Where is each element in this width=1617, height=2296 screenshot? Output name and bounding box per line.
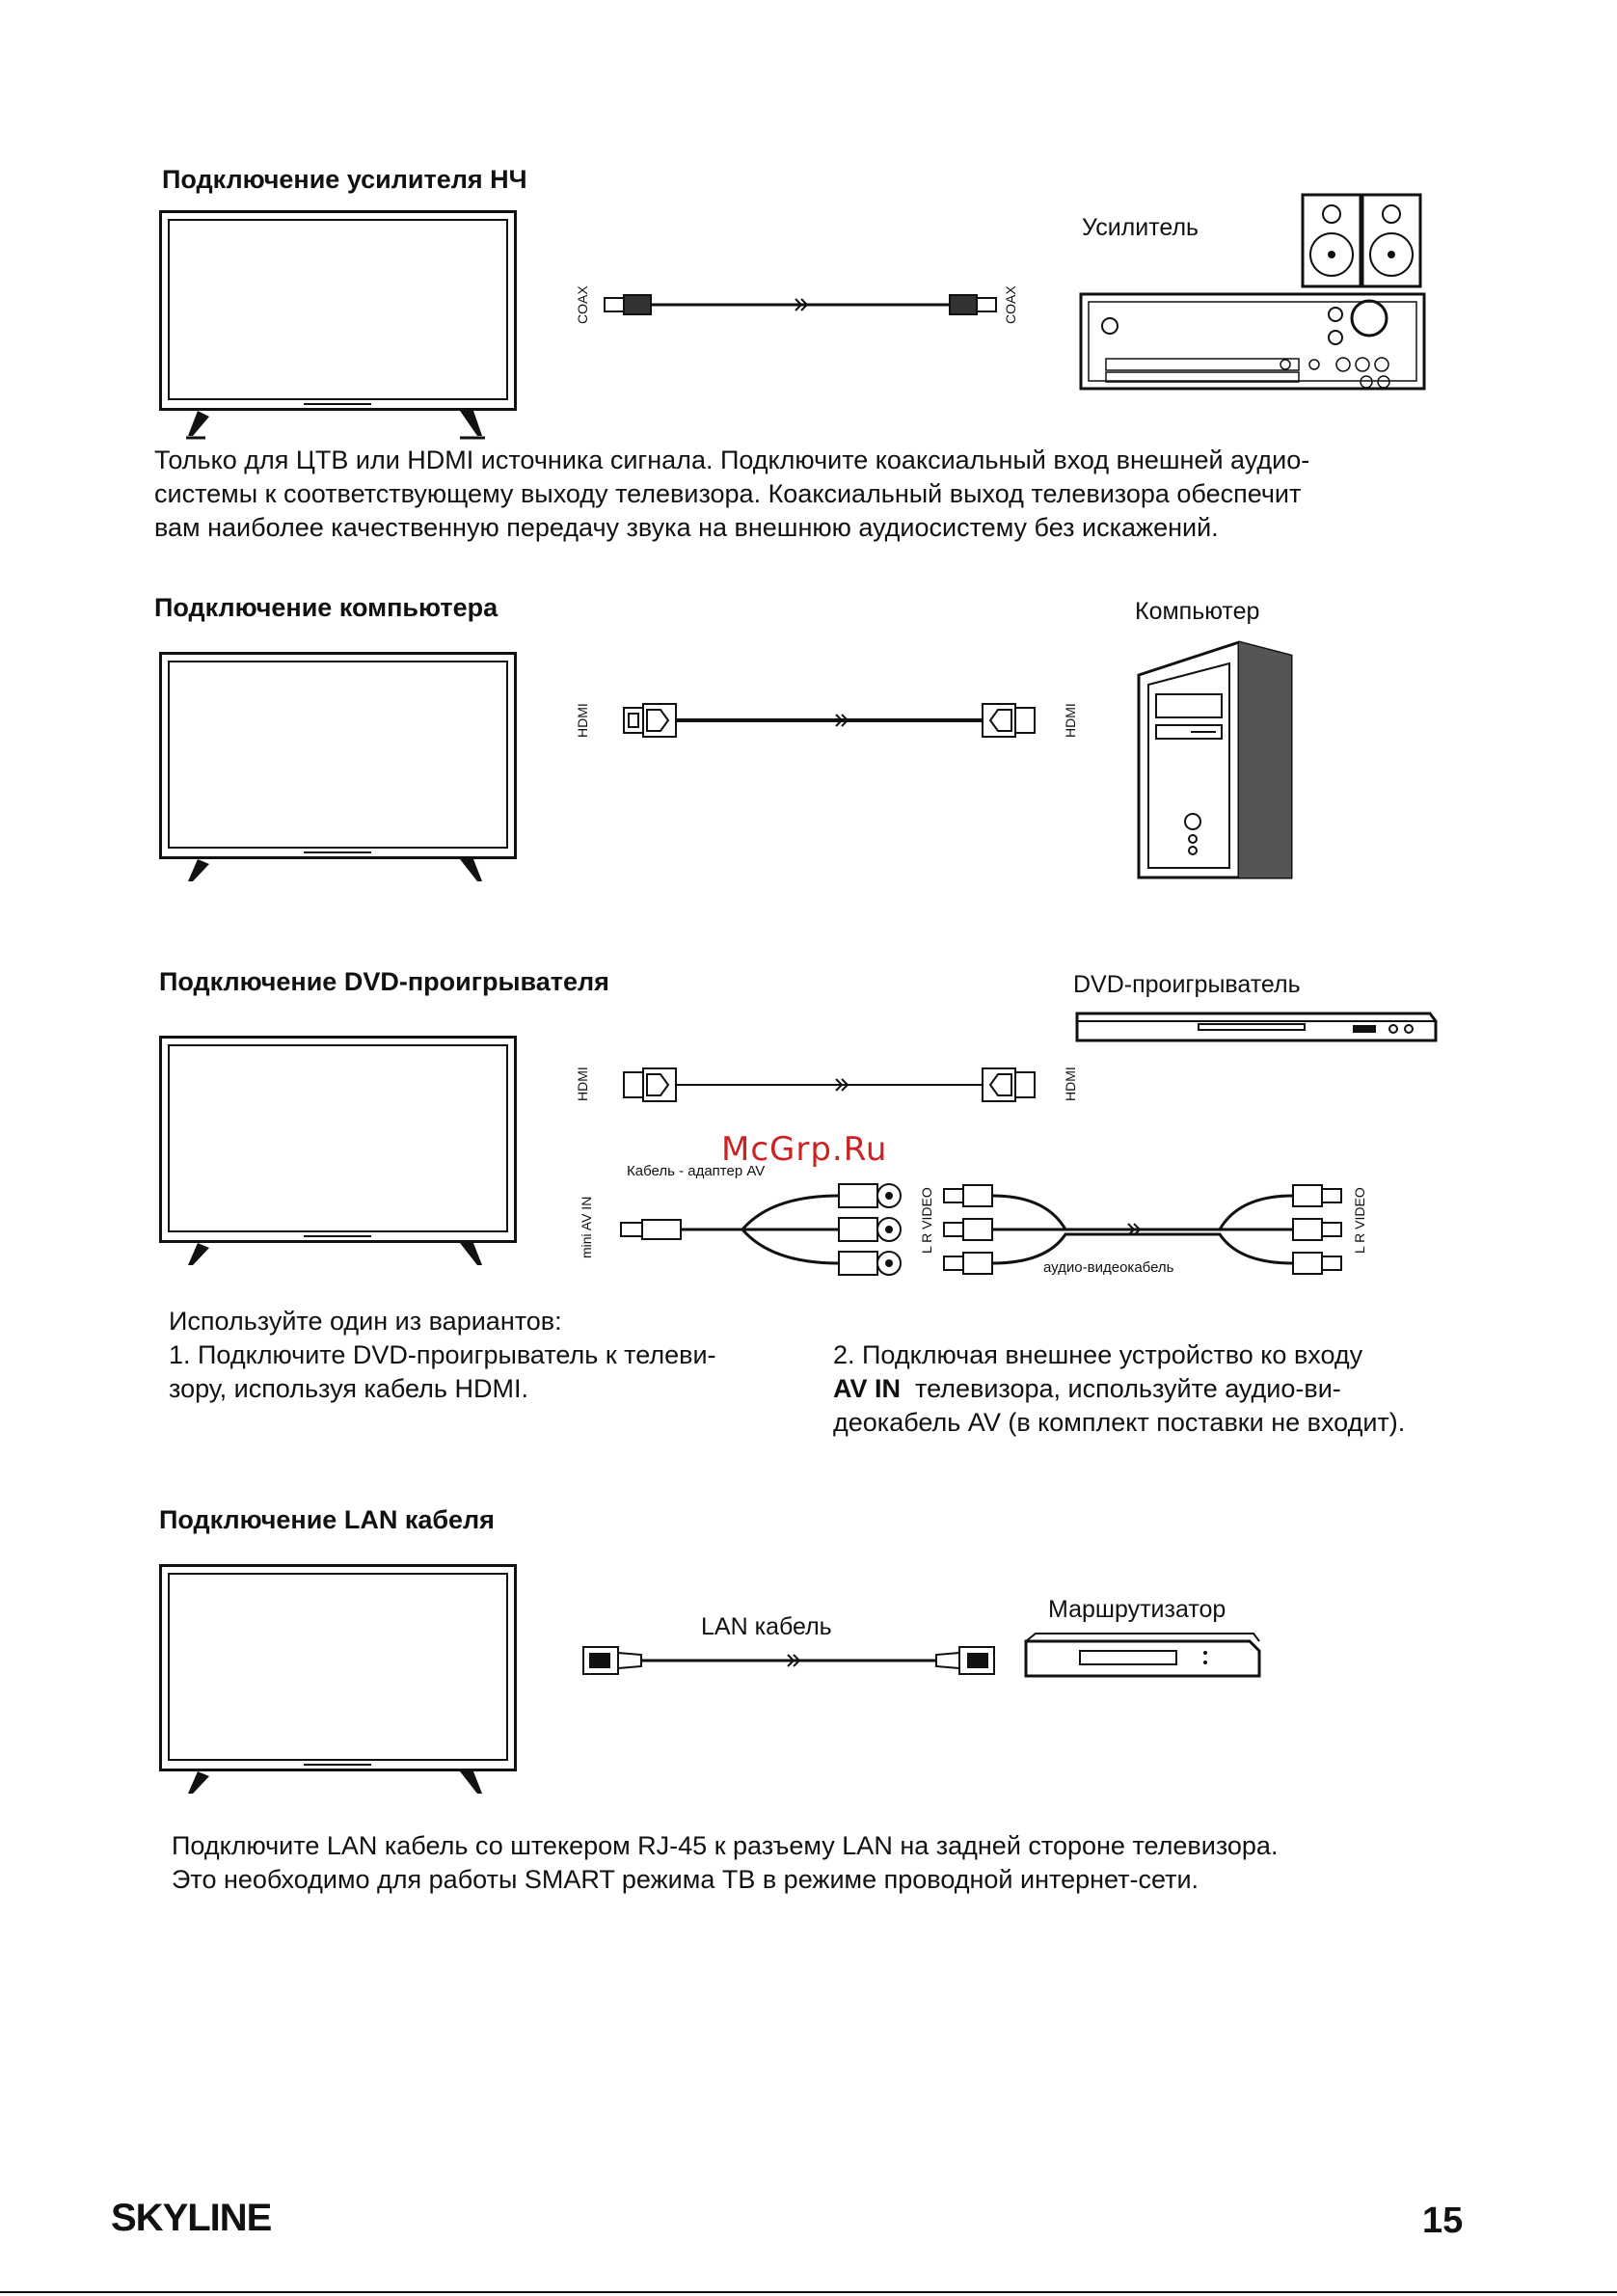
lan-description [172,1829,1560,1897]
tv-illustration [159,652,526,883]
dvd-option-2-line-2-rest: телевизора, используйте аудио-ви- [901,1374,1341,1403]
amplifier-label: Усилитель [1082,214,1199,241]
hdmi-label-right: HDMI [1063,703,1078,738]
tv-illustration [159,210,526,442]
dvd-player-icon [1073,1008,1440,1046]
coax-cable [593,287,1008,326]
coax-label-right: COAX [1003,285,1018,324]
hdmi-cable [622,1061,1046,1109]
watermark: McGrp.Ru [721,1130,888,1169]
router-icon [1022,1632,1263,1680]
av-cable [940,1172,1345,1273]
av-adapter-cable [607,1172,906,1273]
section-title-dvd: Подключение DVD-проигрывателя [159,967,609,996]
av-cable-label: аудио-видеокабель [1043,1259,1174,1276]
lan-description-line-1: Подключите LAN кабель со штекером RJ-45 к разъему LAN на задней стороне телевизора. [172,1831,1279,1860]
amplifier-description-line-1: Только для ЦТВ или HDMI источника сигнала. Подключите коаксиальный вход внешней аудио- [154,446,1310,474]
hdmi-label-left: HDMI [575,703,590,738]
hdmi-label-left: HDMI [575,1067,590,1101]
tv-illustration [159,1564,526,1796]
dvd-option-2-line-2 [833,1372,1585,1406]
router-label: Маршрутизатор [1048,1596,1226,1623]
section-title-amplifier: Подключение усилителя НЧ [162,165,527,194]
dvd-option-1 [169,1338,810,1406]
section-title-lan: Подключение LAN кабеля [159,1505,495,1534]
amplifier-icon [1075,193,1432,400]
dvd-option-1-line-2: зору, используя кабель HDMI. [169,1374,528,1403]
dvd-option-1-line-1: 1. Подключите DVD-проигрыватель к телеви- [169,1340,716,1369]
section-title-computer: Подключение компьютера [154,593,499,622]
amplifier-description-line-2: системы к соответствующему выходу телевизора. Коаксиальный выход телевизора обеспечит [154,479,1302,508]
lan-cable [581,1641,996,1680]
computer-icon [1133,636,1297,887]
dvd-intro: Используйте один из вариантов: [169,1307,562,1336]
page-bottom-rule [0,2291,1617,2293]
dvd-option-2 [833,1338,1585,1440]
tv-illustration [159,1036,526,1267]
amplifier-description [154,444,1543,545]
brand-logo: SKYLINE [111,2197,272,2239]
dvd-option-2-line-1: 2. Подключая внешнее устройство ко входу [833,1340,1363,1369]
lan-cable-label: LAN кабель [701,1613,832,1640]
hdmi-cable [622,696,1046,744]
hdmi-label-right: HDMI [1063,1067,1078,1101]
av-in-label: AV IN [833,1374,902,1403]
page-number: 15 [1422,2201,1464,2241]
amplifier-description-line-3: вам наиболее качественную передачу звука на внешнюю аудиосистему без искажений. [154,513,1219,542]
dvd-option-2-line-3: деокабель AV (в комплект поставки не входит). [833,1408,1406,1437]
lrv-label-right: L R VIDEO [1352,1187,1367,1254]
av-adapter-label: Кабель - адаптер AV [627,1163,766,1179]
lan-description-line-2: Это необходимо для работы SMART режима ТВ в режиме проводной интернет-сети. [172,1865,1199,1894]
coax-label-left: COAX [575,285,590,324]
lrv-label-left: L R VIDEO [919,1187,934,1254]
mini-av-label: mini AV IN [579,1196,594,1258]
computer-label: Компьютер [1135,598,1260,625]
dvd-player-label: DVD-проигрыватель [1073,971,1301,998]
